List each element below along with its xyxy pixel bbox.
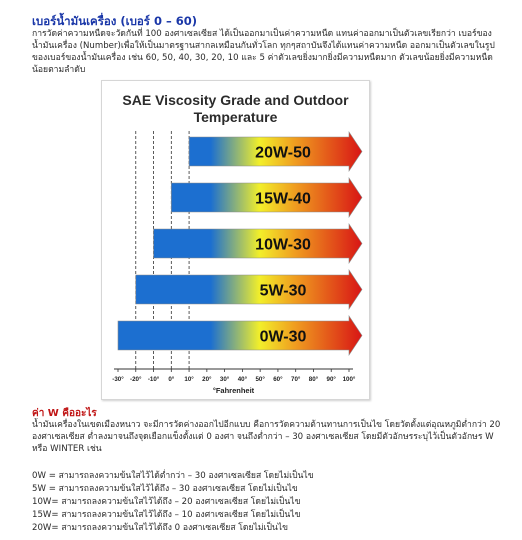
grade-label: 5W-30 [259,282,307,300]
chart-subtitle: Temperature [193,109,278,125]
x-axis-label: °Fahrenheit [212,386,255,395]
chart-plot [102,81,369,399]
tick-label: 90° [326,376,336,383]
w-paragraph: น้ำมันเครื่องในเขตเมืองหนาว จะมีการวัดค่างออกไปอีกแบบ คือการวัดความต้านทานการเป็นไข โดยวัดตั้งแต่อุณหภูมิต่ำกว่า 20 องศาเซลเซียส ต่ำลงมาจนถึงจุดเยือกแข็งตั้งแต่ 0 องศา จนถึงต่ำกว่า – 30 องศาเซลเซียส โดยมีตัวอักษรระบุไว้เป็นตัวอักษร W หรือ WINTER เช่น [32,420,501,454]
tick-label: 70° [291,376,301,383]
grade-bar [136,270,362,309]
section-heading-w: ค่า W คืออะไร [32,408,97,419]
list-item: 0W = สามารถลงความข้นใสไว้ได้ต่ำกว่า – 30 องศาเซลเซียส โดยไม่เป็นไข [32,471,314,481]
tick-label: -30° [112,376,124,383]
chart-title: SAE Viscosity Grade and Outdoor [122,92,349,108]
tick-label: 80° [308,376,319,383]
w-grade-list [32,470,314,535]
grade-label: 0W-30 [259,328,307,346]
tick-label: 30° [219,376,230,383]
tick-label: -20° [130,376,142,383]
grade-label: 10W-30 [255,236,311,254]
intro-paragraph: การวัดค่าความหนืดจะวัดกันที่ 100 องศาเซลเซียส ได้เป็นออกมาเป็นค่าความหนืด แทนค่าออกมาเป็นตัวเลขเรียกว่า เบอร์ของน้ำมันเครื่อง (Number)เพื่อให้เป็นมาตรฐานสากลเหมือนกันทั่วโลก ทุกๆสถาบันจึงได้แทนค่าความหนืด ออกมาเป็นตัวเลขในรูปของเบอร์ของน้ำมันเครื่อง เช่น 60, 50, 40, 30, 20, 10 และ 5 ค่าตัวเลขยิ่งมากยิ่งมีความหนืดมาก ตัวเลขน้อยยิ่งมีความหนืดน้อยตามลำดับ [32,29,495,75]
viscosity-chart [101,80,370,400]
tick-label: 40° [237,376,248,383]
list-item: 5W = สามารถลงความข้นใสไว้ได้ถึง – 30 องศาเซลเซียส โดยไม่เป็นไข [32,484,298,494]
tick-label: 60° [273,376,283,383]
tick-label: 10° [184,376,194,383]
list-item: 10W= สามารถลงความข้นใสไว้ได้ถึง – 20 องศาเซลเซียส โดยไม่เป็นไข [32,497,301,507]
grade-bar [118,316,362,355]
list-item: 20W= สามารถลงความข้นใสไว้ได้ถึง 0 องศาเซลเซียส โดยไม่เป็นไข [32,523,288,533]
tick-label: -10° [147,376,160,383]
list-item: 15W= สามารถลงความข้นใสไว้ได้ถึง – 10 องศาเซลเซียส โดยไม่เป็นไข [32,510,301,520]
grade-label: 20W-50 [255,144,311,162]
tick-label: 20° [202,376,212,383]
grade-label: 15W-40 [255,190,311,208]
page-heading: เบอร์น้ำมันเครื่อง (เบอร์ 0 – 60) [32,14,197,28]
tick-label: 0° [168,376,175,383]
tick-label: 50° [255,376,265,383]
tick-label: 100° [342,376,356,383]
